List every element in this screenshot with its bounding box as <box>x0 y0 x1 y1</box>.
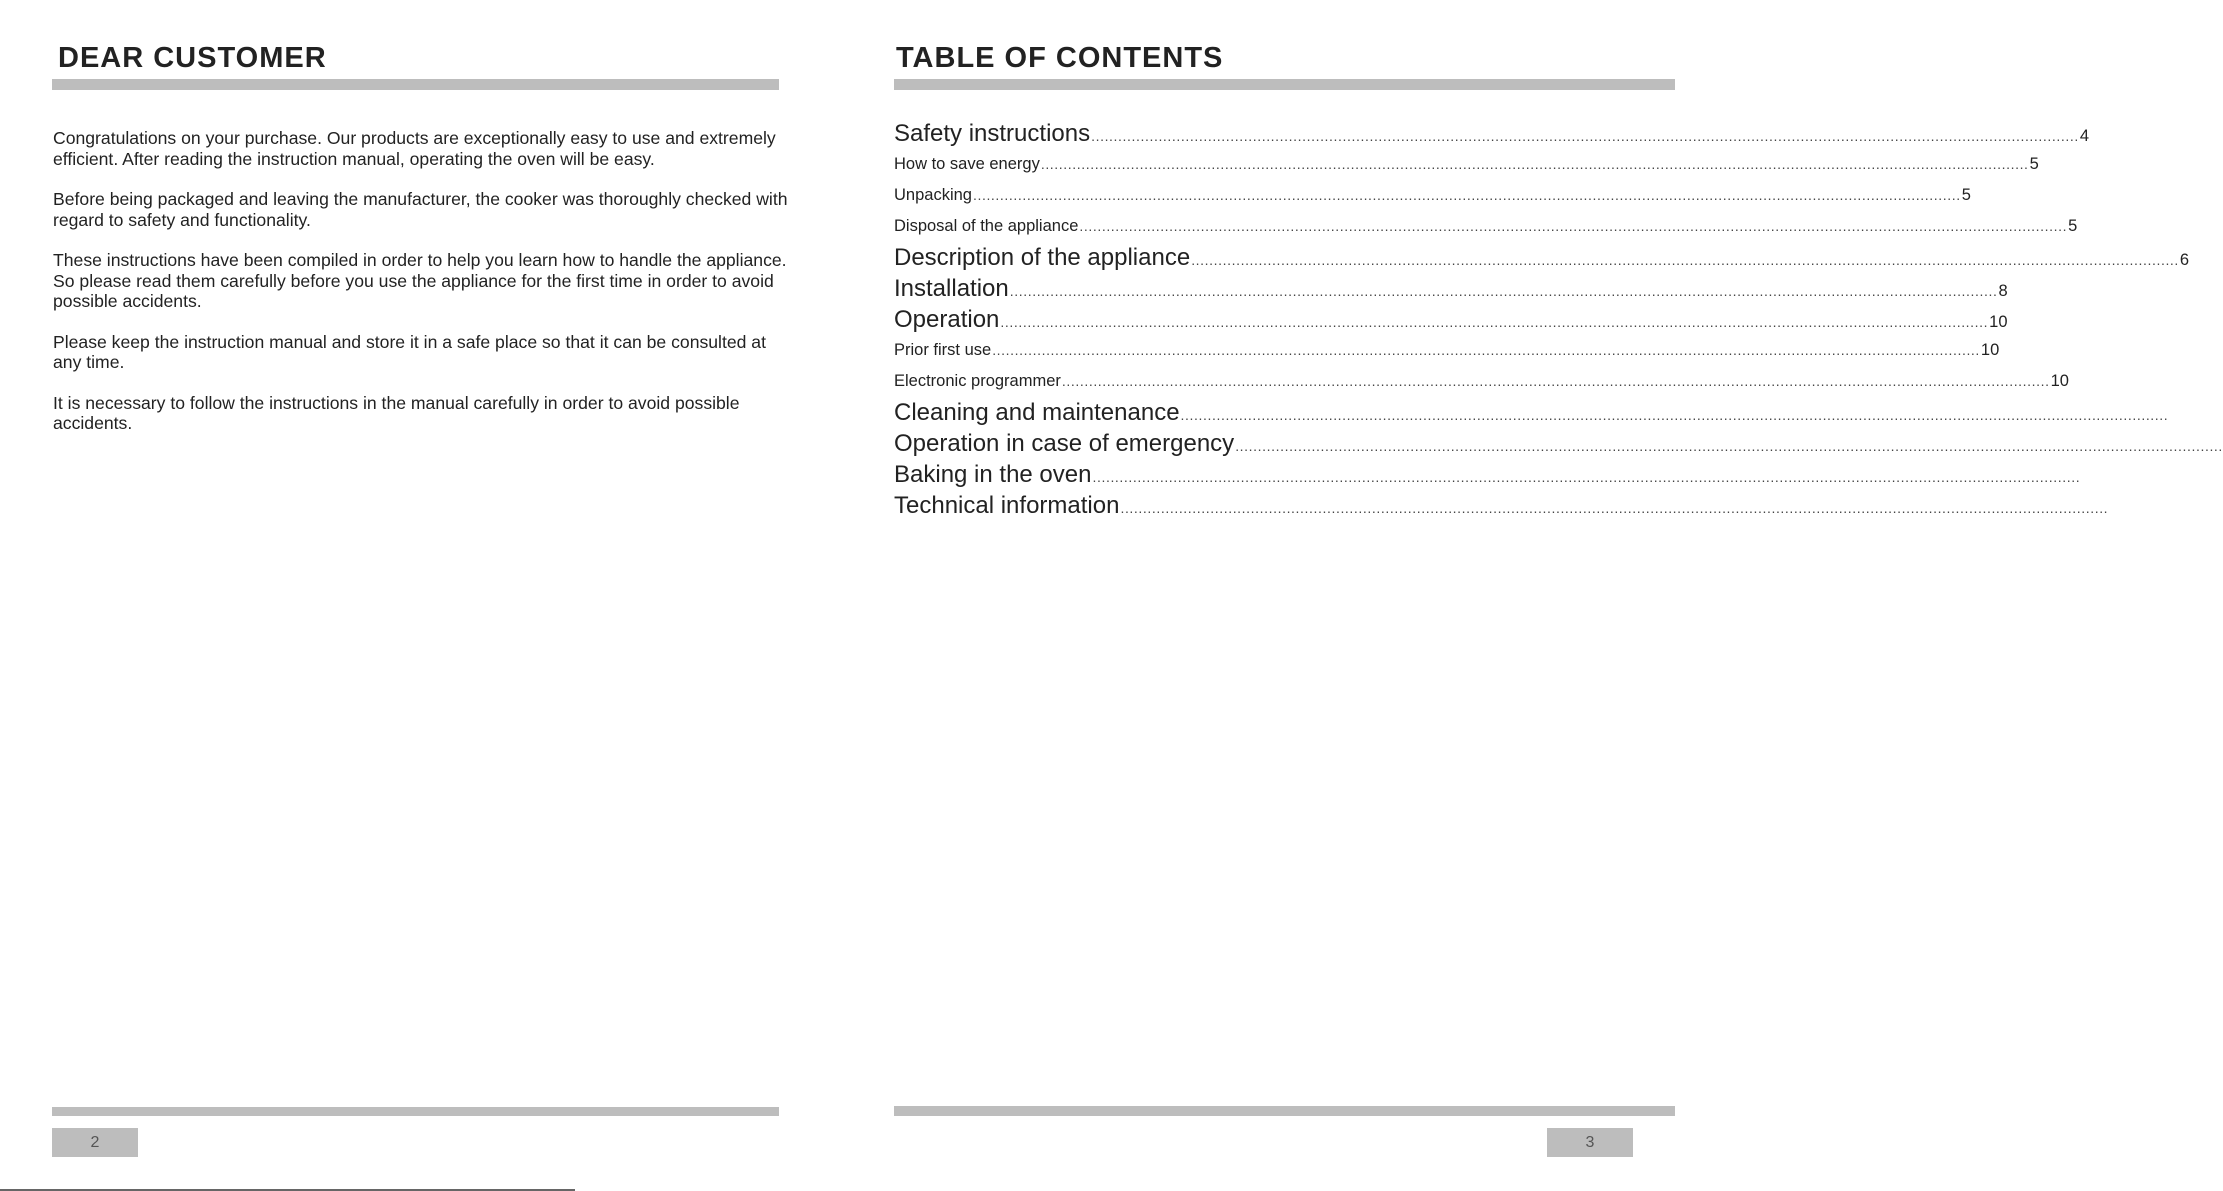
toc-entry <box>894 242 2190 273</box>
left-page <box>0 0 842 1191</box>
toc-entry-title: How to save energy <box>894 155 1040 173</box>
toc-entry-title: Installation <box>894 275 1009 302</box>
toc-entry-page: 8 <box>1998 282 2008 300</box>
toc-leader-dots: ............................................................................................................................................................................................................................ <box>972 187 1961 203</box>
toc-entry-title: Baking in the oven <box>894 461 1092 488</box>
toc-entry <box>894 118 2090 149</box>
toc-leader-dots: ............................................................................................................................................................................................................................ <box>1000 314 1989 330</box>
toc-entry-page: 5 <box>2029 155 2039 173</box>
toc-entry-title: Operation <box>894 306 1000 333</box>
right-page <box>842 0 2223 1191</box>
toc-leader-dots: ............................................................................................................................................................................................................................ <box>1009 283 1998 299</box>
toc-entry <box>894 180 1971 211</box>
toc-leader-dots: ............................................................................................................................................................................................................................ <box>1180 407 2169 423</box>
toc-entry <box>894 459 2081 490</box>
toc-entry <box>894 428 2223 459</box>
paragraph: Before being packaged and leaving the manufacturer, the cooker was thoroughly checked with regard to safety and functionality. <box>53 189 788 230</box>
paragraph: It is necessary to follow the instructions in the manual carefully in order to avoid possible accidents. <box>53 392 740 433</box>
toc-entry-page: 5 <box>1961 186 1971 204</box>
toc-entry <box>894 490 2109 521</box>
paragraph: Congratulations on your purchase. Our products are exceptionally easy to use and extremely efficient. After reading the instruction manual, operating the oven will be easy. <box>53 128 776 169</box>
page-number: 3 <box>1547 1128 1633 1157</box>
toc-entry-title: Disposal of the appliance <box>894 217 1079 235</box>
toc-leader-dots: ............................................................................................................................................................................................................................ <box>1040 156 2029 172</box>
page-number: 2 <box>52 1128 138 1157</box>
table-of-contents <box>894 118 2223 521</box>
toc-entry-title: Electronic programmer <box>894 372 1061 390</box>
toc-entry-title: Prior first use <box>894 341 992 359</box>
toc-entry <box>894 397 2169 428</box>
toc-entry <box>894 366 2069 397</box>
toc-leader-dots: ............................................................................................................................................................................................................................ <box>1092 469 2081 485</box>
toc-entry <box>894 211 2078 242</box>
toc-entry-page: 10 <box>1980 341 2000 359</box>
toc-entry-page: 4 <box>2079 127 2090 145</box>
footer-rule <box>52 1107 779 1116</box>
heading-rule <box>894 79 1675 90</box>
paragraph: Please keep the instruction manual and store it in a safe place so that it can be consulted at any time. <box>53 331 766 372</box>
toc-leader-dots: ............................................................................................................................................................................................................................ <box>1120 500 2109 516</box>
toc-entry-page: 5 <box>2068 217 2078 235</box>
intro-text <box>53 128 789 454</box>
toc-leader-dots: ............................................................................................................................................................................................................................ <box>1091 128 2079 144</box>
toc-entry-title: Unpacking <box>894 186 972 204</box>
toc-entry <box>894 335 2000 366</box>
footer-rule <box>894 1106 1675 1116</box>
toc-entry-title: Technical information <box>894 492 1120 519</box>
toc-entry <box>894 273 2008 304</box>
toc-entry-title: Cleaning and maintenance <box>894 399 1180 426</box>
toc-leader-dots: ............................................................................................................................................................................................................................ <box>1061 373 2050 389</box>
paragraph: These instructions have been compiled in order to help you learn how to handle the appliance. So please read them carefully before you use the appliance for the first time in order to avoid possible accidents. <box>53 250 787 311</box>
toc-entry-page: 10 <box>1989 313 2008 331</box>
toc-entry-title: Operation in case of emergency <box>894 430 1235 457</box>
toc-entry-title: Description of the appliance <box>894 244 1191 271</box>
heading-rule <box>52 79 779 90</box>
toc-leader-dots: ............................................................................................................................................................................................................................ <box>992 342 1980 358</box>
page-heading: DEAR CUSTOMER <box>58 42 327 74</box>
toc-entry-title: Safety instructions <box>894 120 1091 147</box>
toc-entry-page: 6 <box>2179 251 2190 269</box>
toc-leader-dots: ............................................................................................................................................................................................................................ <box>1191 252 2179 268</box>
toc-leader-dots: ............................................................................................................................................................................................................................ <box>1235 438 2223 454</box>
page-heading: TABLE OF CONTENTS <box>896 42 1224 74</box>
toc-entry <box>894 149 2039 180</box>
toc-leader-dots: ............................................................................................................................................................................................................................ <box>1079 218 2068 234</box>
toc-entry <box>894 304 2008 335</box>
toc-entry-page: 10 <box>2050 372 2069 390</box>
